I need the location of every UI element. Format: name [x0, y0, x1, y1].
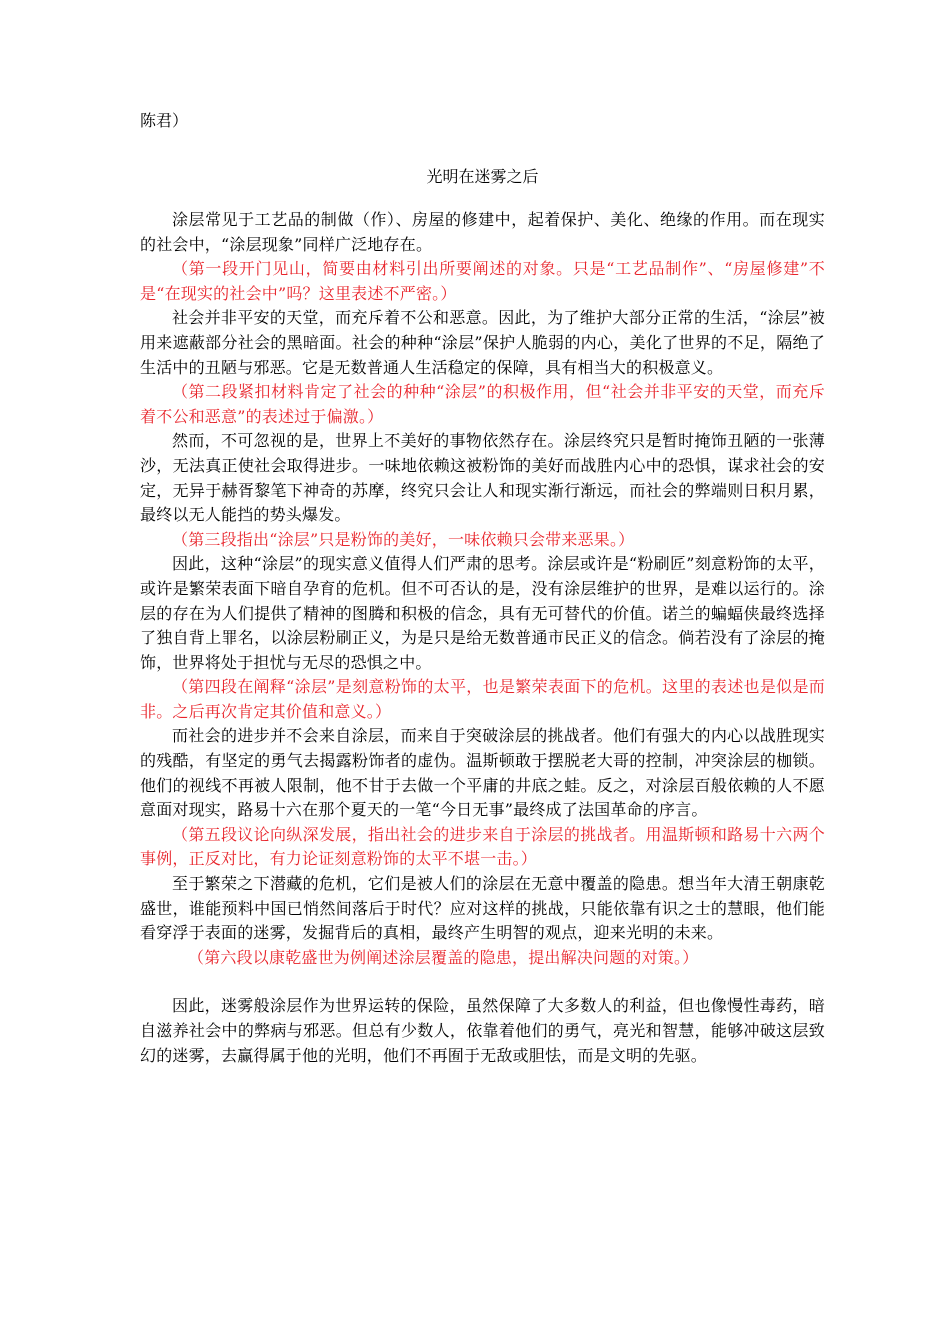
comment-5: （第五段议论向纵深发展，指出社会的进步来自于涂层的挑战者。用温斯顿和路易十六两个事例，正反对比，有力论证刻意粉饰的太平不堪一击。）: [140, 824, 825, 869]
comment-4: （第四段在阐释“涂层”是刻意粉饰的太平，也是繁荣表面下的危机。这里的表述也是似是而非。之后再次肯定其价值和意义。）: [140, 677, 825, 721]
paragraph-7: 因此，迷雾般涂层作为世界运转的保险，虽然保障了大多数人的利益，但也像慢性毒药，暗自滋养社会中的弊病与邪恶。但总有少数人，依靠着他们的勇气，亮光和智慧，能够冲破这层致幻的迷雾，去赢得属于他的光明，他们不再囿于无敌或胆怯，而是文明的先驱。: [140, 996, 825, 1065]
document-page: [140, 108, 825, 1068]
paragraph-3: 然而，不可忽视的是，世界上不美好的事物依然存在。涂层终究只是暂时掩饰丑陋的一张薄沙，无法真正使社会取得进步。一味地依赖这被粉饰的美好而战胜内心中的恐惧，谋求社会的安定，无异于赫胥黎笔下神奇的苏摩，终究只会让人和现实渐行渐远，而社会的弊端则日积月累，最终以无人能挡的势头爆发。: [140, 431, 825, 525]
paragraph-1: 涂层常见于工艺品的制做（作）、房屋的修建中，起着保护、美化、绝缘的作用。而在现实的社会中，“涂层现象”同样广泛地存在。: [140, 210, 825, 254]
author-fragment: 陈君）: [140, 111, 189, 130]
comment-6: （第六段以康乾盛世为例阐述涂层覆盖的隐患，提出解决问题的对策。）: [188, 947, 699, 967]
paragraph-6: 至于繁荣之下潜藏的危机，它们是被人们的涂层在无意中覆盖的隐患。想当年大清王朝康乾盛世，谁能预料中国已悄然间落后于时代？应对这样的挑战，只能依靠有识之士的慧眼，他们能看穿浮于表面的迷雾，发掘背后的真相，最终产生明智的观点，迎来光明的未来。: [140, 874, 825, 943]
comment-3: （第三段指出“涂层”只是粉饰的美好，一味依赖只会带来恶果。）: [172, 529, 635, 549]
comment-2: （第二段紧扣材料肯定了社会的种种“涂层”的积极作用，但“社会并非平安的天堂，而充斥着不公和恶意”的表述过于偏激。）: [140, 382, 825, 426]
paragraph-5: 而社会的进步并不会来自涂层，而来自于突破涂层的挑战者。他们有强大的内心以战胜现实的残酷，有坚定的勇气去揭露粉饰者的虚伪。温斯顿敢于摆脱老大哥的控制，冲突涂层的枷锁。他们的视线不再被人限制，他不甘于去做一个平庸的井底之蛙。反之，对涂层百般依赖的人不愿意面对现实，路易十六在那个夏天的一笔“今日无事”最终成了法国革命的序言。: [140, 726, 825, 820]
blank-line: [140, 970, 825, 994]
essay-title: 光明在迷雾之后: [426, 167, 539, 186]
paragraph-4: 因此，这种“涂层”的现实意义值得人们严肃的思考。涂层或许是“粉刷匠”刻意粉饰的太平，或许是繁荣表面下暗自孕育的危机。但不可否认的是，没有涂层维护的世界，是难以运行的。涂层的存在为人们提供了精神的图腾和积极的信念，具有无可替代的价值。诺兰的蝙蝠侠最终选择了独自背上罪名，以涂层粉刷正义，为是只是给无数普通市民正义的信念。倘若没有了涂层的掩饰，世界将处于担忧与无尽的恐惧之中。: [140, 554, 825, 672]
comment-1: （第一段开门见山，简要由材料引出所要阐述的对象。只是“工艺品制作”、“房屋修建”不是“在现实的社会中”吗？这里表述不严密。）: [140, 259, 825, 303]
paragraph-2: 社会并非平安的天堂，而充斥着不公和恶意。因此，为了维护大部分正常的生活，“涂层”被用来遮蔽部分社会的黑暗面。社会的种种“涂层”保护人脆弱的内心，美化了世界的不足，隔绝了生活中的丑陋与邪恶。它是无数普通人生活稳定的保障，具有相当大的积极意义。: [140, 308, 825, 377]
